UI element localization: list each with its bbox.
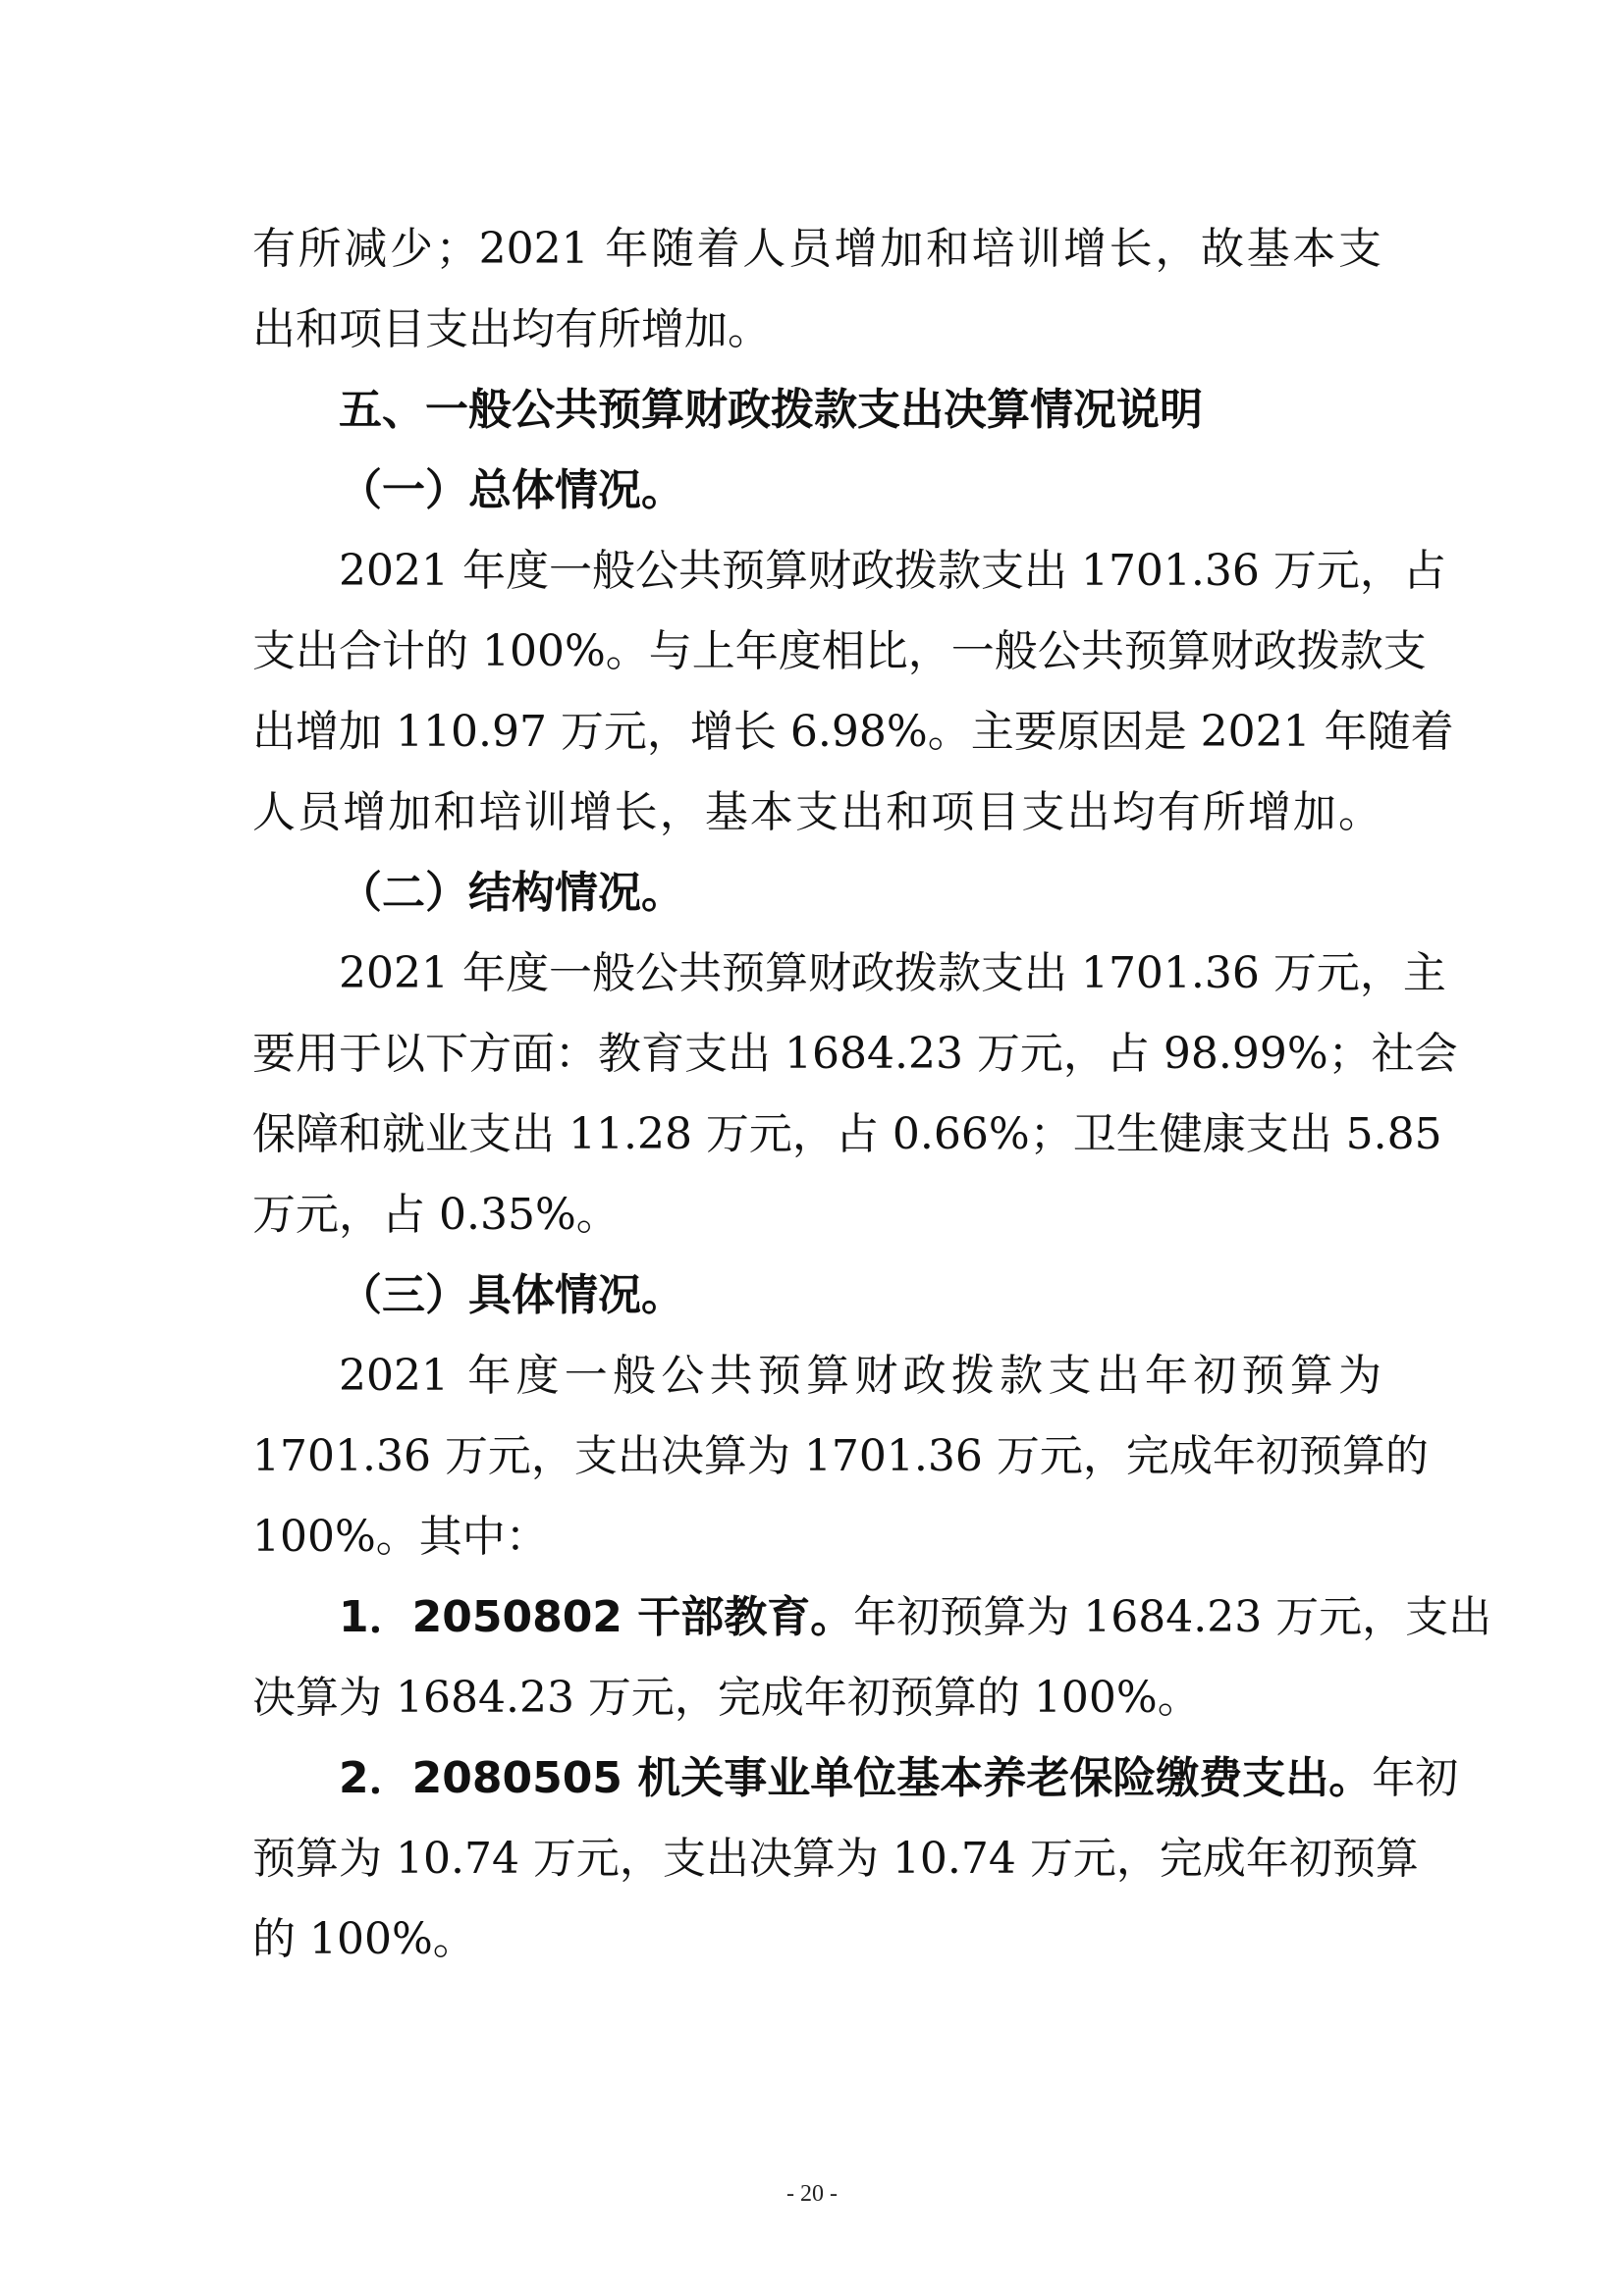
section-heading: 五、一般公共预算财政拨款支出决算情况说明 — [339, 385, 1203, 435]
subsection-heading-structure: （二）结构情况。 — [339, 868, 684, 918]
subsection-heading-details: （三）具体情况。 — [339, 1270, 684, 1320]
paragraph-line: 人员增加和培训增长，基本支出和项目支出均有所增加。 — [252, 787, 1381, 837]
paragraph-line: 决算为 1684.23 万元，完成年初预算的 100%。 — [252, 1673, 1201, 1723]
item-1-text: 年初预算为 1684.23 万元，支出 — [853, 1592, 1492, 1642]
item-2-text: 年初 — [1372, 1753, 1459, 1803]
paragraph-line: 出和项目支出均有所增加。 — [252, 304, 771, 354]
paragraph-line: 万元，占 0.35%。 — [252, 1190, 620, 1240]
paragraph-line: 2021 年度一般公共预算财政拨款支出 1701.36 万元，占 — [339, 546, 1446, 596]
paragraph-line: 支出合计的 100%。与上年度相比，一般公共预算财政拨款支 — [252, 626, 1427, 676]
item-2-line — [339, 1737, 1459, 1820]
paragraph-line: 要用于以下方面：教育支出 1684.23 万元，占 98.99%；社会 — [252, 1029, 1458, 1079]
item-2-title: 2．2080505 机关事业单位基本养老保险缴费支出。 — [339, 1753, 1373, 1803]
paragraph-line: 2021 年度一般公共预算财政拨款支出 1701.36 万元，主 — [339, 948, 1446, 998]
paragraph-line: 有所减少；2021 年随着人员增加和培训增长，故基本支 — [252, 224, 1381, 274]
page-number: - 20 - — [786, 2181, 838, 2207]
paragraph-line: 1701.36 万元，支出决算为 1701.36 万元，完成年初预算的 — [252, 1431, 1429, 1481]
paragraph-line: 保障和就业支出 11.28 万元，占 0.66%；卫生健康支出 5.85 — [252, 1109, 1442, 1159]
item-1-line — [339, 1576, 1492, 1659]
item-1-title: 1．2050802 干部教育。 — [339, 1592, 854, 1642]
paragraph-line: 预算为 10.74 万元，支出决算为 10.74 万元，完成年初预算 — [252, 1834, 1419, 1884]
paragraph-line: 100%。其中： — [252, 1512, 549, 1562]
paragraph-line: 出增加 110.97 万元，增长 6.98%。主要原因是 2021 年随着 — [252, 707, 1454, 757]
paragraph-line: 2021 年度一般公共预算财政拨款支出年初预算为 — [339, 1351, 1381, 1401]
subsection-heading-overall: （一）总体情况。 — [339, 465, 684, 515]
paragraph-line: 的 100%。 — [252, 1914, 476, 1964]
